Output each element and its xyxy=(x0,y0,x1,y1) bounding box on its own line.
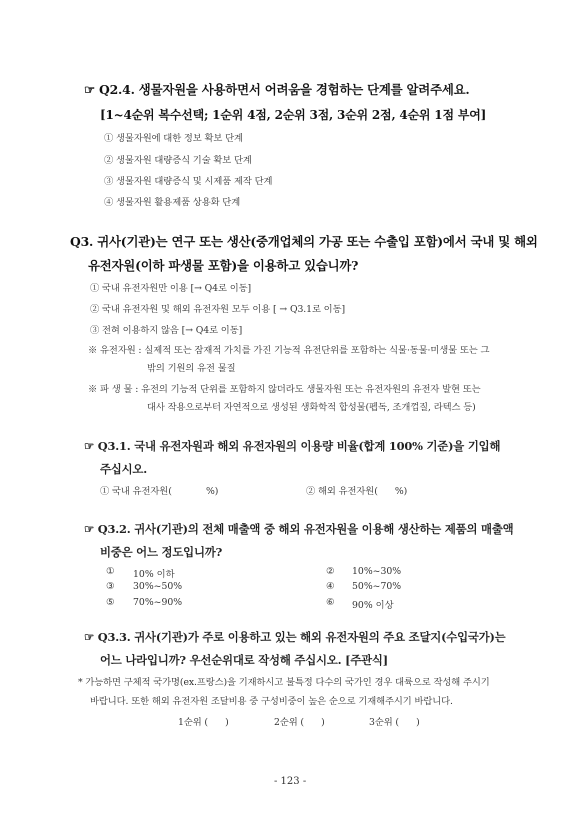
q32-title-line1: ☞ Q3.2. 귀사(기관)의 전체 매출액 중 해외 유전자원을 이용해 생산하는 제품의 매출액 xyxy=(84,522,514,536)
q31-foreign-ratio[interactable]: ② 해외 유전자원( %) xyxy=(306,486,408,497)
q32-option-4-num[interactable]: ④ xyxy=(326,581,335,592)
q3-note-derivative-line2: 대사 작용으로부터 자연적으로 생성된 생화학적 합성물(펩독, 조개껍질, 라텍스 등) xyxy=(147,402,476,413)
q33-title-line1: ☞ Q3.3. 귀사(기관)가 주로 이용하고 있는 해외 유전자원의 주요 조달지(수입국가)는 xyxy=(84,630,506,644)
q24-option-1[interactable]: ① 생물자원에 대한 정보 확보 단계 xyxy=(104,133,243,144)
q32-option-2-num[interactable]: ② xyxy=(326,566,335,577)
q3-title-line1: Q3. 귀사(기관)는 연구 또는 생산(중개업체의 가공 또는 수출입 포함)에서 국내 및 해외 xyxy=(70,234,538,249)
q32-option-3-label[interactable]: 30%~50% xyxy=(133,581,183,592)
q32-option-1-num[interactable]: ① xyxy=(106,566,115,577)
q33-note-line2: 바랍니다. 또한 해외 유전자원 조달비용 중 구성비중이 높은 순으로 기재해주시기 바랍니다. xyxy=(90,696,453,707)
q32-option-6-label[interactable]: 90% 이상 xyxy=(352,600,394,611)
q3-option-3[interactable]: ③ 전혀 이용하지 않음 [→ Q4로 이동] xyxy=(90,325,243,336)
page-number: - 123 - xyxy=(274,776,307,787)
q32-option-6-num[interactable]: ⑥ xyxy=(326,597,335,608)
q31-title-line2: 주십시오. xyxy=(100,462,147,476)
q24-instruction: [1~4순위 복수선택; 1순위 4점, 2순위 3점, 3순위 2점, 4순위 1점 부여] xyxy=(100,108,487,122)
q32-option-5-num[interactable]: ⑤ xyxy=(106,597,115,608)
q33-note-line1: * 가능하면 구체적 국가명(ex.프랑스)을 기재하시고 불특정 다수의 국가인 경우 대륙으로 작성해 주시기 xyxy=(78,677,490,688)
q32-option-4-label[interactable]: 50%~70% xyxy=(352,581,402,592)
q33-title-line2: 어느 나라입니까? 우선순위대로 작성해 주십시오. [주관식] xyxy=(100,653,388,667)
q3-note-genetic-resource-line2: 밖의 기원의 유전 물질 xyxy=(147,363,236,374)
q24-title: ☞ Q2.4. 생물자원을 사용하면서 어려움을 경험하는 단계를 알려주세요. xyxy=(84,82,470,97)
q32-option-5-label[interactable]: 70%~90% xyxy=(133,597,183,608)
q3-note-derivative-line1: ※ 파 생 물 : 유전의 기능적 단위를 포함하지 않더라도 생물자원 또는 유전자원의 유전자 발현 또는 xyxy=(88,384,481,395)
q32-title-line2: 비중은 어느 정도입니까? xyxy=(100,545,223,559)
q33-rank-3-field[interactable]: 3순위 ( ) xyxy=(369,717,420,728)
q24-option-3[interactable]: ③ 생물자원 대량증식 및 시제품 제작 단계 xyxy=(104,176,273,187)
q24-option-2[interactable]: ② 생물자원 대량증식 기술 확보 단계 xyxy=(104,155,252,166)
q32-option-1-label[interactable]: 10% 이하 xyxy=(133,569,175,580)
q32-option-3-num[interactable]: ③ xyxy=(106,581,115,592)
q3-note-genetic-resource-line1: ※ 유전자원 : 실제적 또는 잠재적 가치를 가진 기능적 유전단위를 포함하는 식물·동물·미생물 또는 그 xyxy=(88,345,490,356)
q3-title-line2: 유전자원(이하 파생물 포함)을 이용하고 있습니까? xyxy=(88,258,359,273)
q32-option-2-label[interactable]: 10%~30% xyxy=(352,566,402,577)
q3-option-2[interactable]: ② 국내 유전자원 및 해외 유전자원 모두 이용 [ → Q3.1로 이동] xyxy=(90,304,345,315)
q31-domestic-ratio[interactable]: ① 국내 유전자원( %) xyxy=(100,486,219,497)
q31-title-line1: ☞ Q3.1. 국내 유전자원과 해외 유전자원의 이용량 비율(합계 100% 기준)을 기입해 xyxy=(84,439,501,453)
q24-option-4[interactable]: ④ 생물자원 활용제품 상용화 단계 xyxy=(104,197,241,208)
q33-rank-1-field[interactable]: 1순위 ( ) xyxy=(178,717,229,728)
q3-option-1[interactable]: ① 국내 유전자원만 이용 [→ Q4로 이동] xyxy=(90,283,251,294)
q33-rank-2-field[interactable]: 2순위 ( ) xyxy=(274,717,325,728)
